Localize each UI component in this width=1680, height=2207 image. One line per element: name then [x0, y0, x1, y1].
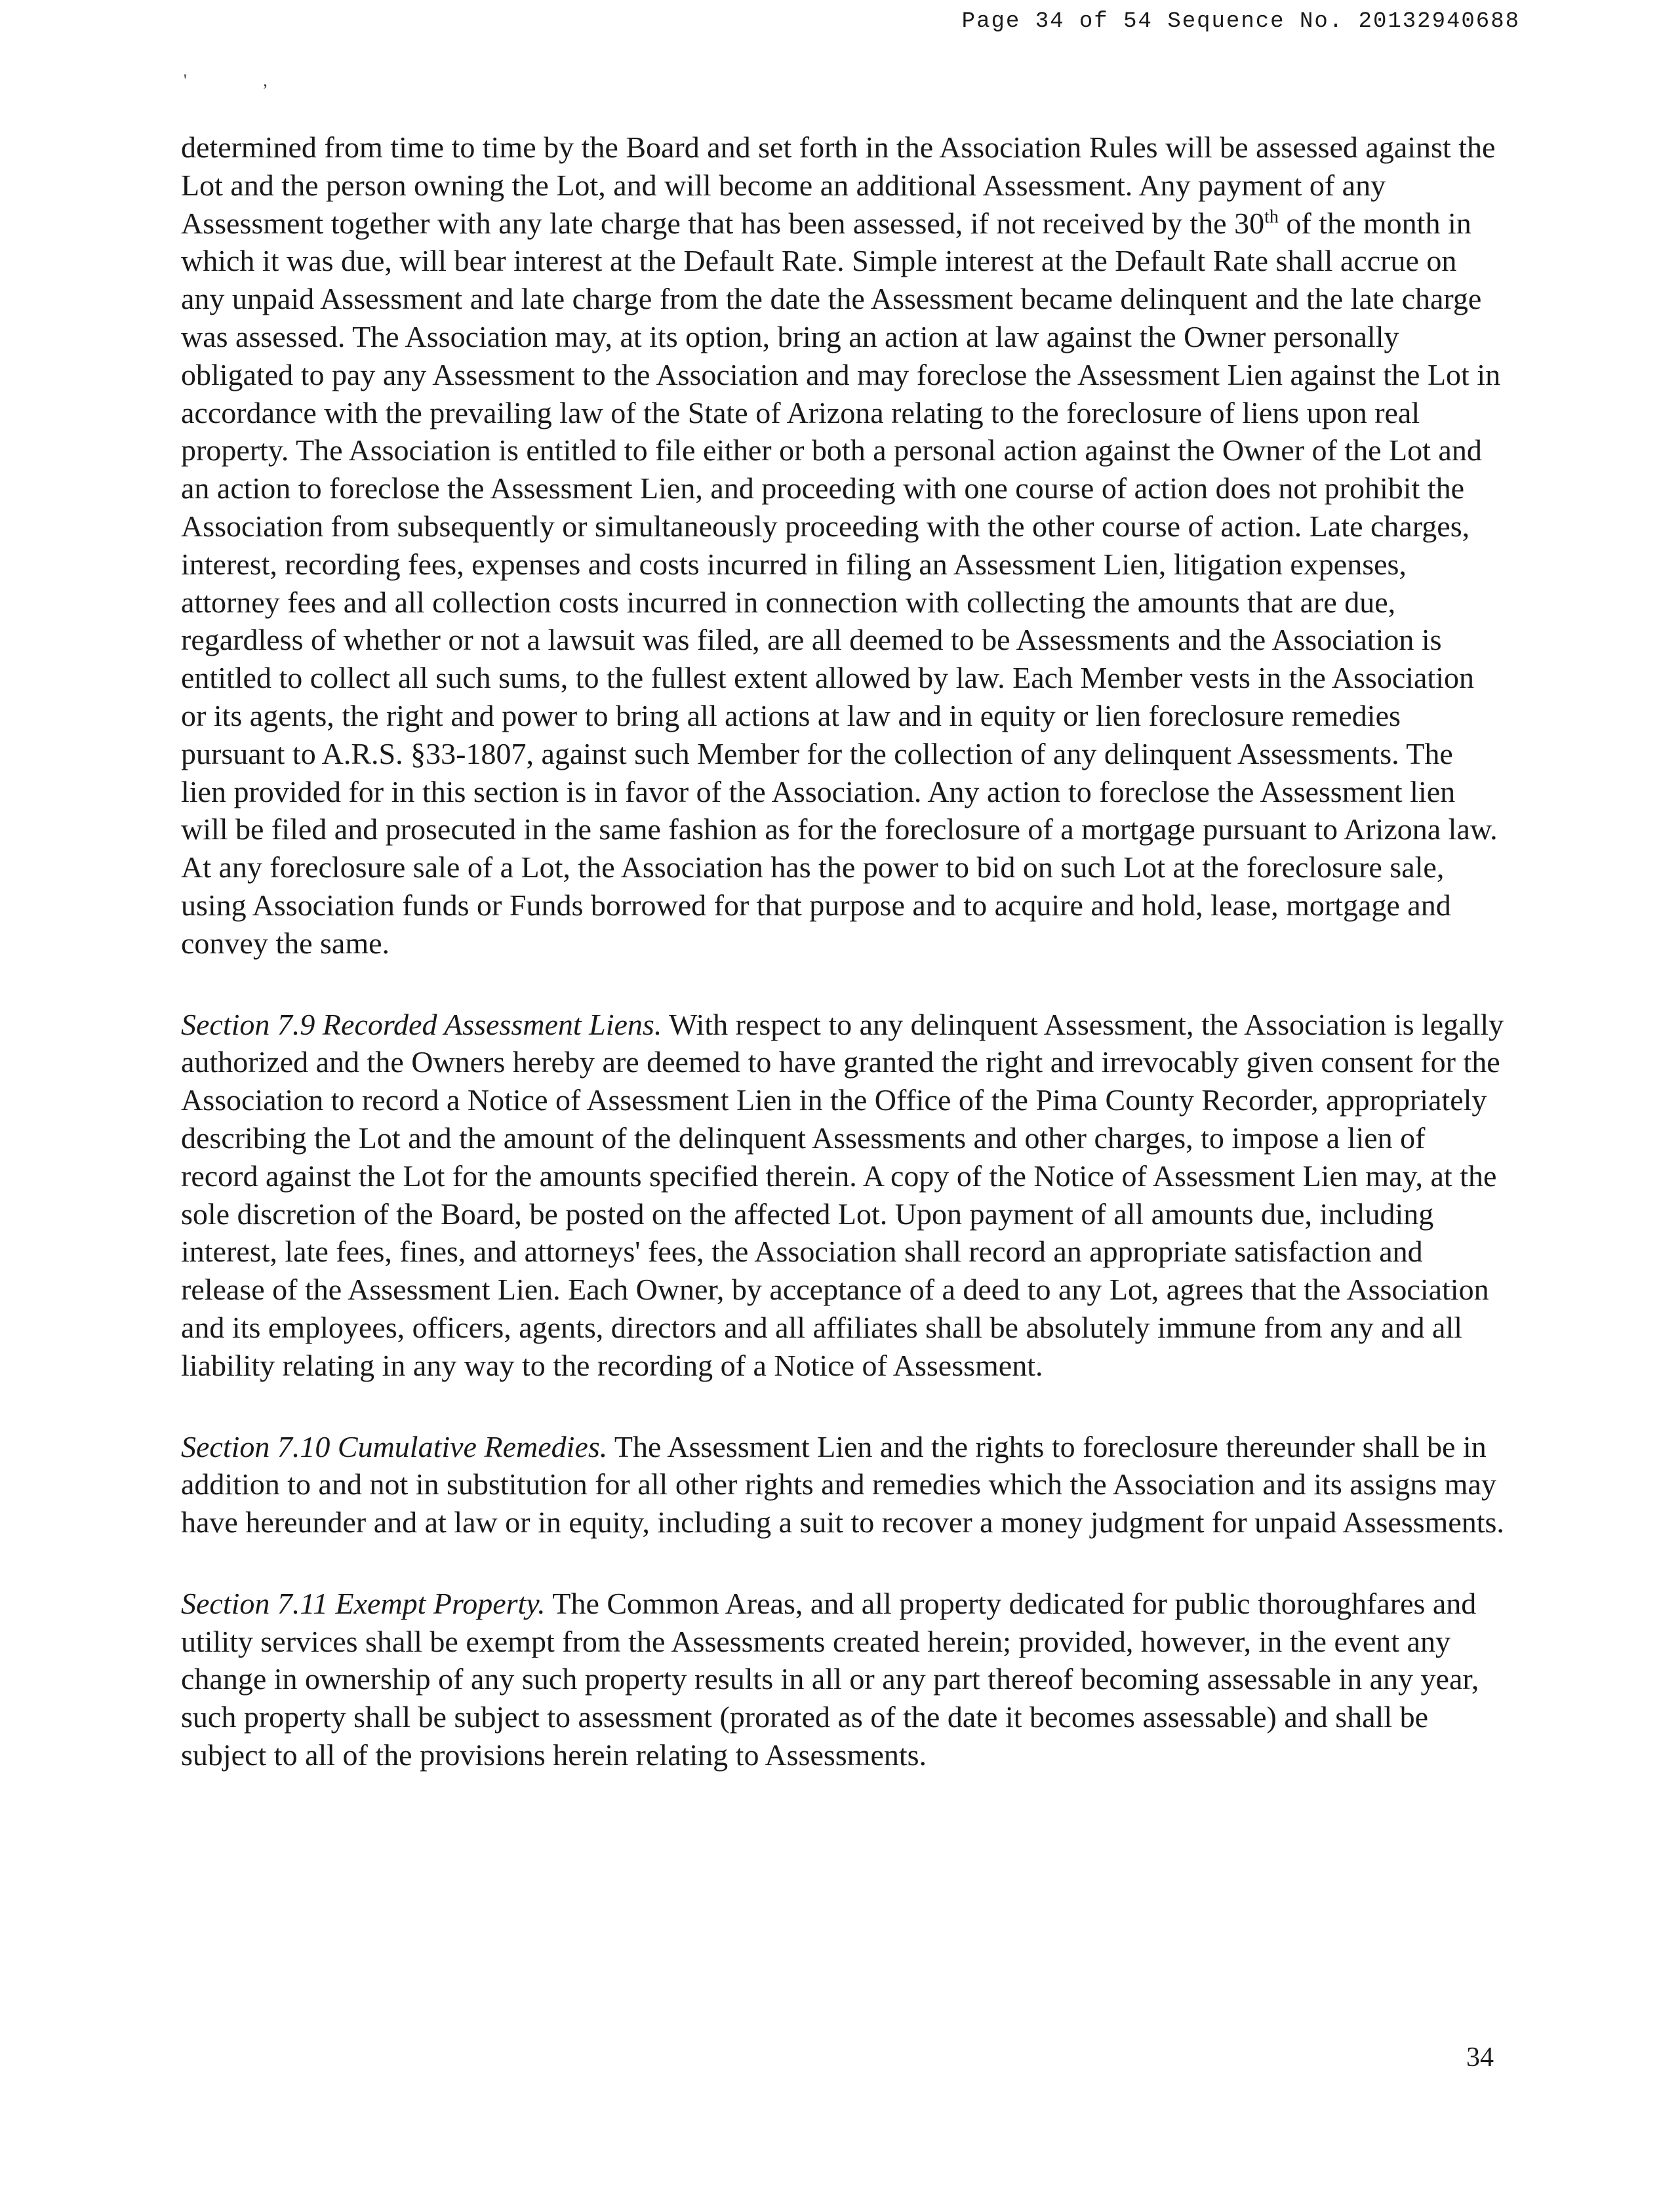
section-text: With respect to any delinquent Assessment, the Association is legally authorized and the Owners hereby are deemed to have granted the right and irrevocably given consent for the Association to record a Notice of Assessment Lien in the Office of the Pima County Recorder, appropriately describing the Lot and the amount of the delinquent Assessments and other charges, to impose a lien of record against the Lot for the amounts specified therein. A copy of the Notice of Assessment Lien may, at the sole discretion of the Board, be posted on the affected Lot. Upon payment of all amounts due, including interest, late fees, fines, and attorneys' fees, the Association shall record an appropriate satisfaction and release of the Assessment Lien. Each Owner, by acceptance of a deed to any Lot, agrees that the Association and its employees, officers, agents, directors and all affiliates shall be absolutely immune from any and all liability relating in any way to the recording of a Notice of Assessment.: [181, 1007, 1504, 1382]
section-7-9: [181, 1006, 1506, 1385]
section-7-11: [181, 1585, 1506, 1774]
document-body: [181, 129, 1506, 1818]
superscript: th: [1264, 207, 1279, 228]
paragraph-text: determined from time to time by the Board and set forth in the Association Rules will be assessed against the Lot and the person owning the Lot, and will become an additional Assessment. Any payment of any Assessment together with any late charge that has been assessed, if not received by the 30: [181, 130, 1496, 240]
scan-mark: ': [184, 71, 187, 90]
section-text: The Common Areas, and all property dedicated for public thoroughfares and utility services shall be exempt from the Assessments created herein; provided, however, in the event any change in ownership of any such property results in all or any part thereof becoming assessable in any year, such property shall be subject to assessment (prorated as of the date it becomes assessable) and shall be subject to all of the provisions herein relating to Assessments.: [181, 1586, 1479, 1772]
section-heading: Section 7.9 Recorded Assessment Liens.: [181, 1007, 662, 1041]
paragraph-continued: [181, 129, 1506, 963]
section-heading: Section 7.10 Cumulative Remedies.: [181, 1429, 608, 1463]
page-number: 34: [1466, 2042, 1494, 2073]
section-7-10: [181, 1428, 1506, 1541]
scan-mark: ,: [263, 71, 268, 90]
section-heading: Section 7.11 Exempt Property.: [181, 1586, 546, 1620]
page-header: Page 34 of 54 Sequence No. 20132940688: [961, 9, 1520, 34]
section-text: The Assessment Lien and the rights to foreclosure thereunder shall be in addition to and not in substitution for all other rights and remedies which the Association and its assigns may have hereunder and at law or in equity, including a suit to recover a money judgment for unpaid Assessments.: [181, 1429, 1504, 1540]
scan-marks: [184, 71, 268, 90]
paragraph-text: of the month in which it was due, will bear interest at the Default Rate. Simple interest at the Default Rate shall accrue on any unpaid Assessment and late charge from the date the Assessment became delinquent and the late charge was assessed. The Association may, at its option, bring an action at law against the Owner personally obligated to pay any Assessment to the Association and may foreclose the Assessment Lien against the Lot in accordance with the prevailing law of the State of Arizona relating to the foreclosure of liens upon real property. The Association is entitled to file either or both a personal action against the Owner of the Lot and an action to foreclose the Assessment Lien, and proceeding with one course of action does not prohibit the Association from subsequently or simultaneously proceeding with the other course of action. Late charges, interest, recording fees, expenses and costs incurred in filing an Assessment Lien, litigation expenses, attorney fees and all collection costs incurred in connection with collecting the amounts that are due, regardless of whether or not a lawsuit was filed, are all deemed to be Assessments and the Association is entitled to collect all such sums, to the fullest extent allowed by law. Each Member vests in the Association or its agents, the right and power to bring all actions at law and in equity or lien foreclosure remedies pursuant to A.R.S. §33-1807, against such Member for the collection of any delinquent Assessments. The lien provided for in this section is in favor of the Association. Any action to foreclose the Assessment lien will be filed and prosecuted in the same fashion as for the foreclosure of a mortgage pursuant to Arizona law. At any foreclosure sale of a Lot, the Association has the power to bid on such Lot at the foreclosure sale, using Association funds or Funds borrowed for that purpose and to acquire and hold, lease, mortgage and convey the same.: [181, 206, 1501, 960]
